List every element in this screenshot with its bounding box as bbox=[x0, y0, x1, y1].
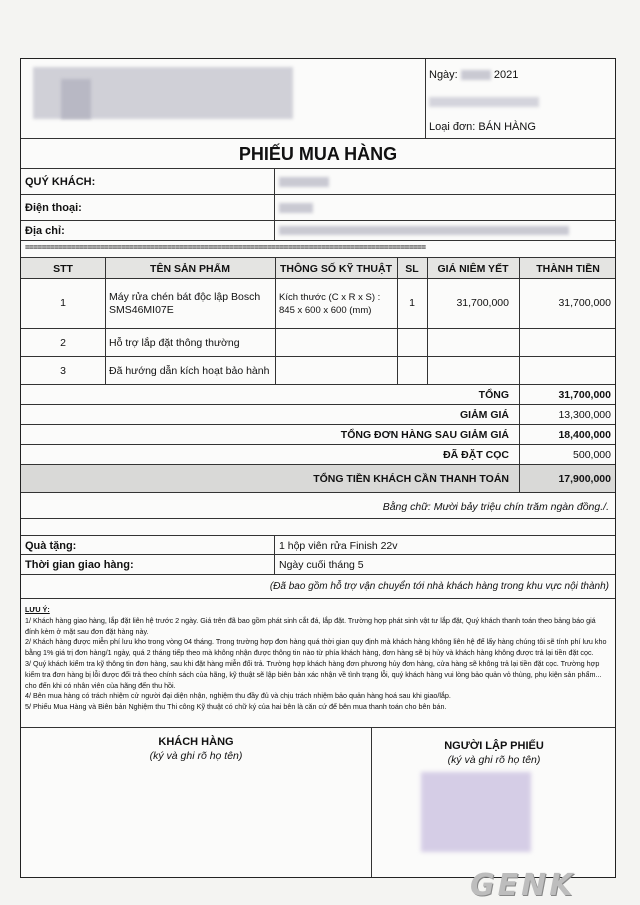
pay-value: 17,900,000 bbox=[558, 473, 611, 485]
summary-total-row bbox=[21, 385, 615, 405]
table-row bbox=[21, 357, 615, 385]
signature-blur bbox=[421, 772, 531, 852]
row-product-name: Đã hướng dẫn kích hoạt bảo hành bbox=[109, 365, 270, 377]
amount-in-words: Bằng chữ: Mười bảy triệu chín trăm ngàn đồng./. bbox=[382, 501, 609, 513]
delivery-label: Thời gian giao hàng: bbox=[25, 559, 134, 571]
row-qty: 1 bbox=[409, 297, 415, 309]
deposit-value: 500,000 bbox=[573, 449, 611, 461]
shipping-note: (Đã bao gồm hỗ trợ vận chuyển tới nhà khách hàng trong khu vực nội thành) bbox=[269, 581, 609, 592]
note-item: 1/ Khách hàng giao hàng, lắp đặt liên hệ trước 2 ngày. Giá trên đã bao gồm phát sinh cắt đá, lắp đặt. Trường hợp phát sinh vật tư lắp đặt, Quý khách thanh toán theo bảng báo giá đính kèm ở mặt sau đơn đặt hàng này. bbox=[25, 615, 596, 636]
row-product-name: Hỗ trợ lắp đặt thông thường bbox=[109, 337, 240, 349]
summary-pay-row bbox=[21, 465, 615, 493]
address-divider bbox=[274, 221, 275, 240]
col-qty: SL bbox=[405, 263, 419, 275]
total-label: TỔNG bbox=[478, 389, 509, 401]
col-stt: STT bbox=[53, 263, 73, 275]
after-discount-value: 18,400,000 bbox=[558, 429, 611, 441]
phone-divider bbox=[274, 195, 275, 220]
customer-signature-sub: (ký và ghi rõ họ tên) bbox=[149, 750, 243, 762]
gift-row bbox=[21, 535, 615, 555]
title-bar bbox=[21, 139, 615, 169]
note-item: 4/ Bên mua hàng có trách nhiệm cử người đại diện nhận, nghiệm thu đầy đủ và chịu trách nhiệm bảo quản hàng hoá sau khi giao/lắp. bbox=[25, 691, 451, 701]
date-label: Ngày: bbox=[429, 69, 458, 81]
address-row bbox=[21, 221, 615, 241]
col-total: THÀNH TIỀN bbox=[536, 263, 600, 275]
customer-name-row bbox=[21, 169, 615, 195]
separator-line: ================================================================================================ bbox=[25, 243, 426, 252]
notes-section bbox=[25, 605, 611, 713]
address-label: Địa chỉ: bbox=[25, 225, 65, 237]
row-stt: 3 bbox=[60, 365, 66, 377]
row-total: 31,700,000 bbox=[558, 297, 611, 309]
customer-name-label: QUÝ KHÁCH: bbox=[25, 176, 96, 188]
total-value: 31,700,000 bbox=[558, 389, 611, 401]
row-stt: 1 bbox=[60, 297, 66, 309]
table-header bbox=[21, 257, 615, 279]
gift-label: Quà tặng: bbox=[25, 540, 77, 552]
summary-after-discount-row bbox=[21, 425, 615, 445]
issuer-signature-title: NGƯỜI LẬP PHIẾU bbox=[444, 740, 544, 752]
table-row bbox=[21, 329, 615, 357]
table-row bbox=[21, 279, 615, 329]
page-title: PHIẾU MUA HÀNG bbox=[238, 144, 398, 164]
note-item: 3/ Quý khách kiểm tra kỹ thông tin đơn hàng, sau khi đặt hàng miễn đổi trả. Trường hợp khách hàng đơn phương hủy đơn hàng, cửa hàng sẽ không trả lại tiền đặt cọc. Trường hợp kiểm tra đơn hàng bị lỗi được đổi trả theo chính sách của hãng, kỹ thuật sẽ lập biên bản xác nhận về tình trạng lỗi, quý khách hàng vui lòng bảo quản vỏ thùng, phụ kiện sản phẩm... cho đến khi có nhân viên của hãng đến thu hồi. bbox=[25, 658, 602, 690]
shipping-note-row bbox=[21, 575, 615, 599]
customer-name-blur bbox=[279, 177, 329, 187]
genk-watermark-logo: GENK bbox=[470, 868, 576, 903]
col-name: TÊN SẢN PHẨM bbox=[150, 263, 230, 275]
signature-section bbox=[21, 727, 615, 877]
row-price: 31,700,000 bbox=[456, 297, 509, 309]
discount-label: GIẢM GIÁ bbox=[460, 409, 509, 421]
summary-discount-row bbox=[21, 405, 615, 425]
note-item: 5/ Phiếu Mua Hàng và Biên bản Nghiệm thu Thi công Kỹ thuật có chữ ký của hai bên là căn cứ để bên mua thanh toán cho bên bán. bbox=[25, 702, 447, 712]
in-words-row bbox=[21, 493, 615, 519]
customer-signature-title: KHÁCH HÀNG bbox=[158, 736, 234, 748]
pay-label: TỔNG TIỀN KHÁCH CẦN THANH TOÁN bbox=[313, 473, 509, 485]
row-stt: 2 bbox=[60, 337, 66, 349]
after-discount-label: TỔNG ĐƠN HÀNG SAU GIẢM GIÁ bbox=[340, 429, 509, 441]
notes-title: LƯU Ý: bbox=[25, 605, 50, 614]
phone-row bbox=[21, 195, 615, 221]
row-product-name: Máy rửa chén bát độc lập Bosch SMS46MI07E bbox=[109, 291, 261, 316]
note-item: 2/ Khách hàng được miễn phí lưu kho trong vòng 04 tháng. Trong trường hợp đơn hàng quá thời gian quy định mà khách hàng không liên hệ để lấy hàng chúng tôi sẽ tính phí lưu kho bằng 1% giá trị đơn hàng/1 ngày, quá 2 tháng tiếp theo mà không nhận được thông tin nào từ phía khách hàng, đơn hàng sẽ bị hủy và khách hàng không được trả lại tiền đặt cọc. bbox=[25, 637, 607, 658]
summary-deposit-row bbox=[21, 445, 615, 465]
order-type: Loại đơn: BÁN HÀNG bbox=[429, 121, 536, 133]
title-row bbox=[21, 59, 615, 139]
date-year: 2021 bbox=[493, 69, 519, 81]
deposit-label: ĐÃ ĐẶT CỌC bbox=[443, 449, 509, 461]
col-spec: THÔNG SỐ KỸ THUẬT bbox=[280, 263, 392, 275]
customer-divider bbox=[274, 169, 275, 194]
gift-value: 1 hộp viên rửa Finish 22v bbox=[279, 540, 398, 552]
delivery-row bbox=[21, 555, 615, 575]
purchase-order-sheet bbox=[20, 58, 616, 878]
issuer-signature-sub: (ký và ghi rõ họ tên) bbox=[447, 754, 541, 766]
phone-label: Điện thoại: bbox=[25, 202, 82, 214]
phone-blur bbox=[279, 203, 313, 213]
discount-value: 13,300,000 bbox=[558, 409, 611, 421]
address-blur bbox=[279, 226, 569, 235]
delivery-value: Ngày cuối tháng 5 bbox=[279, 559, 364, 571]
col-price: GIÁ NIÊM YẾT bbox=[437, 263, 509, 275]
row-spec: Kích thước (C x R x S) : 845 x 600 x 600 (mm) bbox=[279, 292, 381, 316]
